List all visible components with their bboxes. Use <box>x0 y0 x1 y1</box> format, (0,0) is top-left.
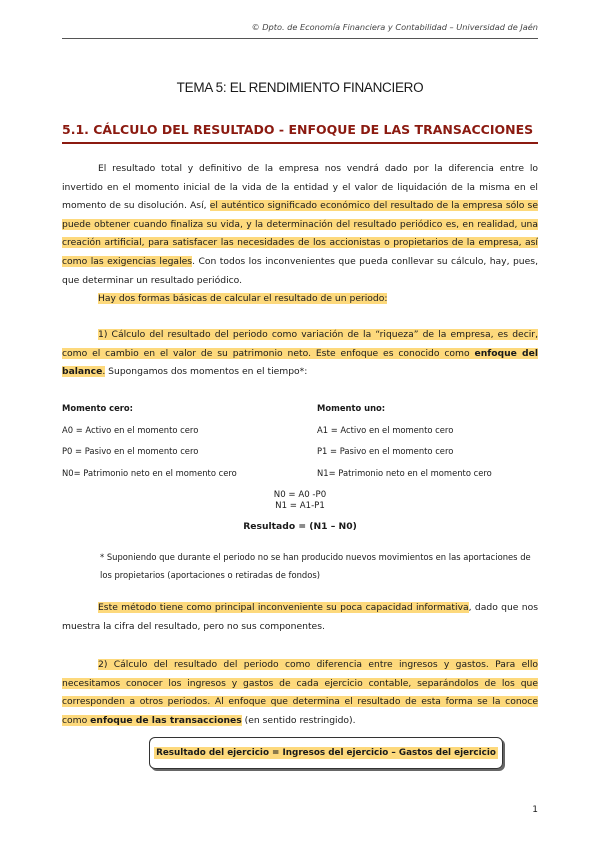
header-text: © Dpto. de Economía Financiera y Contabilidad – Universidad de Jaén <box>251 22 538 32</box>
footnote: * Suponiendo que durante el periodo no se han producido nuevos movimientos en las aportaciones de los propietarios (aportaciones o retiradas de fondos) <box>100 552 531 580</box>
moment-one-item: N1= Patrimonio neto en el momento cero <box>317 467 492 478</box>
page-number: 1 <box>532 805 538 815</box>
paragraph-two-forms-text: Hay dos formas básicas de calcular el resultado de un periodo: <box>98 293 388 304</box>
balance-approach-term: enfoque del balance <box>62 347 538 378</box>
moment-zero-item: N0= Patrimonio neto en el momento cero <box>62 467 237 478</box>
section-heading: 5.1. CÁLCULO DEL RESULTADO - ENFOQUE DE LAS TRANSACCIONES <box>62 122 538 144</box>
transactions-approach-highlight: 2) Cálculo del resultado del periodo como diferencia entre ingresos y gastos. Para ello necesitamos conocer los ingresos y gastos de cada ejercicio contable, separándolos de los que corresponden a otros periodos. Al enfoque que determina el resultado de esta forma se la conoce como <box>62 659 538 726</box>
formula-n1: N1 = A1-P1 <box>275 501 325 511</box>
moment-zero-heading: Momento cero: <box>62 403 134 413</box>
moment-one-item: P1 = Pasivo en el momento cero <box>317 446 454 456</box>
balance-approach-dot: . <box>102 366 106 378</box>
paragraph-method-drawback <box>62 599 538 636</box>
paragraph-balance-approach <box>62 326 538 382</box>
transactions-approach-term: enfoque de las transacciones <box>90 714 242 726</box>
balance-approach-text: Supongamos dos momentos en el tiempo*: <box>105 366 308 378</box>
balance-approach-highlight: 1) Cálculo del resultado del periodo como variación de la “riqueza” de la empresa, es decir, como el cambio en el valor de su patrimonio neto. Este enfoque es conocido como <box>62 329 538 359</box>
header-rule <box>62 38 538 39</box>
transactions-approach-text: (en sentido restringido). <box>241 714 356 726</box>
paragraph-intro <box>62 160 538 290</box>
moment-zero-item: P0 = Pasivo en el momento cero <box>62 446 199 456</box>
method-drawback-text: , dado que nos muestra la cifra del resultado, pero no sus componentes. <box>62 602 538 632</box>
moment-zero-column <box>62 398 237 484</box>
paragraph-intro-text-b: . Con todos los inconvenientes que pueda conllevar su cálculo, hay, pues, que determinar un resultado periódico. <box>62 255 538 286</box>
formula-n0: N0 = A0 -P0 <box>273 490 327 500</box>
paragraph-intro-text-a: El resultado total y definitivo de la empresa nos vendrá dado por la diferencia entre lo invertido en el momento inicial de la vida de la entidad y el valor de liquidación de la misma en el momento de su disolución. Así, <box>62 163 538 212</box>
moment-one-heading: Momento uno: <box>317 403 386 413</box>
method-drawback-highlight: Este método tiene como principal inconveniente su poca capacidad informativa <box>98 602 469 613</box>
moment-one-item: A1 = Activo en el momento cero <box>317 424 454 435</box>
boxed-formula <box>149 737 503 769</box>
page-title: TEMA 5: EL RENDIMIENTO FINANCIERO <box>176 80 424 95</box>
paragraph-transactions-approach <box>62 656 538 730</box>
paragraph-two-forms <box>62 290 538 309</box>
result-formula: Resultado = (N1 – N0) <box>243 521 357 532</box>
boxed-formula-text: Resultado del ejercicio = Ingresos del ejercicio – Gastos del ejercicio <box>156 748 496 758</box>
moment-one-column <box>317 398 492 484</box>
moment-zero-item: A0 = Activo en el momento cero <box>62 424 199 435</box>
paragraph-intro-highlight: el auténtico significado económico del resultado de la empresa sólo se puede obtener cuando finaliza su vida, y la determinación del resultado periódico es, en realidad, una creación artificial, para satisfacer las necesidades de los accionistas o propietarios de la empresa, así como las exigencias legales <box>62 200 538 267</box>
